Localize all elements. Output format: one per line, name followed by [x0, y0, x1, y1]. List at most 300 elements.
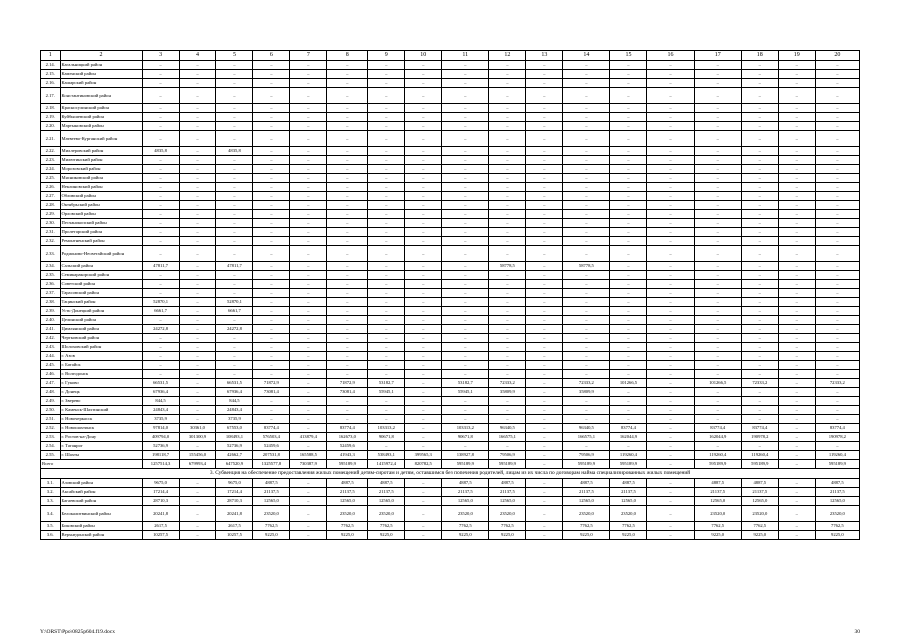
column-number-header: 8 [327, 51, 368, 61]
value-cell: – [778, 70, 815, 79]
value-cell: – [694, 131, 741, 147]
table-row [41, 88, 860, 104]
value-cell: – [442, 131, 489, 147]
value-cell: 17214,4 [142, 488, 179, 497]
value-cell: – [142, 334, 179, 343]
value-cell: – [563, 289, 610, 298]
value-cell: – [563, 370, 610, 379]
value-cell: – [526, 370, 563, 379]
value-cell: – [253, 131, 290, 147]
row-number: 2.19. [41, 113, 61, 122]
value-cell: – [610, 280, 647, 289]
value-cell: – [179, 79, 216, 88]
value-cell: 190978,2 [815, 433, 859, 442]
value-cell: – [405, 246, 442, 262]
column-number-header: 7 [290, 51, 327, 61]
row-name: Неклиновский район [60, 183, 142, 192]
value-cell: – [610, 352, 647, 361]
row-number: 3.5. [41, 522, 61, 531]
column-number-header: 19 [778, 51, 815, 61]
table-row [41, 104, 860, 113]
value-cell: – [253, 113, 290, 122]
value-cell: – [327, 122, 368, 131]
row-name: Октябрьский район [60, 201, 142, 210]
value-cell: – [741, 210, 778, 219]
value-cell: – [405, 271, 442, 280]
row-number: 3.3. [41, 497, 61, 506]
value-cell: – [179, 246, 216, 262]
value-cell: – [405, 219, 442, 228]
value-cell: – [405, 289, 442, 298]
total-value-cell: 595189,9 [741, 460, 778, 469]
value-cell: – [489, 370, 526, 379]
value-cell: – [526, 298, 563, 307]
value-cell: – [327, 352, 368, 361]
value-cell: – [442, 210, 489, 219]
value-cell: – [778, 479, 815, 488]
value-cell: – [647, 165, 694, 174]
value-cell: – [179, 343, 216, 352]
value-cell: 90671,8 [368, 433, 405, 442]
value-cell: – [179, 183, 216, 192]
value-cell: 538493,1 [368, 451, 405, 460]
value-cell: 9225,0 [253, 531, 290, 540]
value-cell: 155456,0 [179, 451, 216, 460]
value-cell: – [405, 280, 442, 289]
value-cell: – [778, 415, 815, 424]
value-cell: – [610, 406, 647, 415]
value-cell: 101266,5 [694, 379, 741, 388]
value-cell: – [405, 522, 442, 531]
value-cell: – [327, 104, 368, 113]
header-row [41, 51, 860, 61]
value-cell: – [489, 307, 526, 316]
value-cell: 66531,5 [142, 379, 179, 388]
value-cell: – [179, 442, 216, 451]
value-cell: – [216, 165, 253, 174]
value-cell: – [526, 415, 563, 424]
value-cell: – [253, 397, 290, 406]
table-row [41, 488, 860, 497]
value-cell: 23520,0 [489, 506, 526, 522]
value-cell: – [253, 415, 290, 424]
table-row [41, 61, 860, 70]
value-cell: – [405, 325, 442, 334]
row-number: 2.46. [41, 370, 61, 379]
value-cell: – [647, 497, 694, 506]
value-cell: 72333,2 [489, 379, 526, 388]
value-cell: – [647, 271, 694, 280]
value-cell: – [489, 156, 526, 165]
table-row [41, 442, 860, 451]
row-number: 2.35. [41, 271, 61, 280]
value-cell: – [815, 79, 859, 88]
value-cell: – [327, 61, 368, 70]
value-cell: – [526, 522, 563, 531]
value-cell: – [368, 361, 405, 370]
value-cell: – [216, 104, 253, 113]
value-cell: – [741, 343, 778, 352]
value-cell: – [610, 397, 647, 406]
value-cell: – [368, 165, 405, 174]
row-number: 2.47. [41, 379, 61, 388]
table-row [41, 406, 860, 415]
value-cell: – [647, 70, 694, 79]
value-cell: – [694, 334, 741, 343]
value-cell: – [815, 61, 859, 70]
value-cell: – [526, 406, 563, 415]
row-number: 2.52. [41, 424, 61, 433]
value-cell: – [179, 361, 216, 370]
value-cell: – [610, 307, 647, 316]
value-cell: – [815, 113, 859, 122]
value-cell: – [610, 174, 647, 183]
row-name: Боковский район [60, 522, 142, 531]
value-cell: – [179, 174, 216, 183]
value-cell: – [563, 219, 610, 228]
row-name: Мясниковский район [60, 174, 142, 183]
total-value-cell: 730387,9 [290, 460, 327, 469]
value-cell: – [179, 219, 216, 228]
row-name: Орловский район [60, 210, 142, 219]
value-cell: 12565,0 [610, 497, 647, 506]
value-cell: – [442, 246, 489, 262]
value-cell: – [489, 289, 526, 298]
table-row [41, 201, 860, 210]
value-cell: – [216, 219, 253, 228]
value-cell: – [610, 361, 647, 370]
value-cell: – [563, 210, 610, 219]
value-cell: 119260,4 [815, 451, 859, 460]
table-row [41, 165, 860, 174]
value-cell: – [179, 415, 216, 424]
value-cell: – [526, 156, 563, 165]
value-cell: – [216, 237, 253, 246]
value-cell: – [610, 228, 647, 237]
value-cell: – [741, 397, 778, 406]
value-cell: 47811,7 [142, 262, 179, 271]
value-cell: 52736,9 [142, 442, 179, 451]
value-cell: 12565,0 [489, 497, 526, 506]
value-cell: – [815, 334, 859, 343]
row-number: 2.43. [41, 343, 61, 352]
value-cell: – [368, 442, 405, 451]
value-cell: – [142, 61, 179, 70]
value-cell: – [179, 316, 216, 325]
value-cell: – [489, 147, 526, 156]
value-cell: – [647, 113, 694, 122]
value-cell: – [694, 122, 741, 131]
value-cell: – [179, 379, 216, 388]
value-cell: – [216, 183, 253, 192]
value-cell: – [442, 442, 489, 451]
value-cell: – [610, 237, 647, 246]
row-number: 2.18. [41, 104, 61, 113]
value-cell: – [563, 307, 610, 316]
table-row [41, 156, 860, 165]
value-cell: – [327, 298, 368, 307]
value-cell: – [526, 334, 563, 343]
value-cell: – [179, 334, 216, 343]
value-cell: – [741, 156, 778, 165]
value-cell: – [405, 352, 442, 361]
value-cell: – [741, 325, 778, 334]
row-number: 2.14. [41, 61, 61, 70]
table-row [41, 370, 860, 379]
value-cell: – [815, 271, 859, 280]
value-cell: – [647, 522, 694, 531]
value-cell: – [405, 397, 442, 406]
value-cell: – [489, 406, 526, 415]
value-cell: 4887,5 [253, 479, 290, 488]
value-cell: – [778, 397, 815, 406]
value-cell: 9225,0 [489, 531, 526, 540]
row-name: Тацинский район [60, 298, 142, 307]
value-cell: – [290, 406, 327, 415]
value-cell: – [526, 343, 563, 352]
value-cell: – [216, 174, 253, 183]
value-cell: – [142, 289, 179, 298]
value-cell: 119260,4 [694, 451, 741, 460]
value-cell: – [405, 316, 442, 325]
value-cell: – [142, 165, 179, 174]
value-cell: – [610, 246, 647, 262]
value-cell: – [563, 415, 610, 424]
value-cell: 23520,0 [741, 506, 778, 522]
value-cell: – [405, 424, 442, 433]
value-cell: – [405, 262, 442, 271]
row-name: Пролетарский район [60, 228, 142, 237]
value-cell: – [489, 113, 526, 122]
value-cell: 67936,4 [216, 388, 253, 397]
value-cell: 24843,4 [216, 406, 253, 415]
value-cell: – [253, 201, 290, 210]
value-cell: – [216, 352, 253, 361]
file-path: Y:\ORST\Ppo\0825p604.f19.docx [40, 629, 115, 635]
value-cell: – [778, 451, 815, 460]
value-cell: 6661,7 [142, 307, 179, 316]
value-cell: – [741, 201, 778, 210]
value-cell: – [647, 343, 694, 352]
value-cell: – [647, 334, 694, 343]
value-cell: – [405, 406, 442, 415]
value-cell: 52459,6 [327, 442, 368, 451]
value-cell: – [610, 88, 647, 104]
value-cell: – [290, 488, 327, 497]
value-cell: 23520,0 [694, 506, 741, 522]
row-number: 2.27. [41, 192, 61, 201]
value-cell: – [815, 280, 859, 289]
value-cell: – [290, 388, 327, 397]
value-cell: 21137,5 [694, 488, 741, 497]
value-cell: 21137,5 [610, 488, 647, 497]
value-cell: – [489, 104, 526, 113]
value-cell: – [405, 165, 442, 174]
value-cell: – [179, 201, 216, 210]
value-cell: – [526, 70, 563, 79]
value-cell: – [815, 370, 859, 379]
budget-table [40, 50, 860, 540]
value-cell: – [327, 280, 368, 289]
row-name: г. Шахты [60, 451, 142, 460]
value-cell: – [405, 88, 442, 104]
value-cell: – [526, 131, 563, 147]
value-cell: – [563, 147, 610, 156]
row-name: г. Батайск [60, 361, 142, 370]
value-cell: – [647, 79, 694, 88]
value-cell: – [694, 237, 741, 246]
value-cell: – [815, 210, 859, 219]
value-cell: 7762,5 [815, 522, 859, 531]
total-value-cell: 595189,9 [815, 460, 859, 469]
value-cell: – [405, 147, 442, 156]
value-cell: – [778, 388, 815, 397]
value-cell: – [563, 406, 610, 415]
value-cell: – [327, 210, 368, 219]
row-name: Цимлянский район [60, 325, 142, 334]
value-cell: 58778,5 [489, 262, 526, 271]
value-cell: – [778, 237, 815, 246]
table-row [41, 479, 860, 488]
value-cell: – [442, 192, 489, 201]
value-cell: – [179, 488, 216, 497]
value-cell: – [368, 316, 405, 325]
value-cell: – [778, 424, 815, 433]
value-cell: – [290, 183, 327, 192]
value-cell: – [368, 210, 405, 219]
value-cell: – [778, 122, 815, 131]
table-row [41, 147, 860, 156]
value-cell: 71872,9 [253, 379, 290, 388]
table-row [41, 298, 860, 307]
value-cell: – [179, 113, 216, 122]
value-cell: – [778, 79, 815, 88]
row-number: 2.22. [41, 147, 61, 156]
column-number-header: 3 [142, 51, 179, 61]
value-cell: – [405, 415, 442, 424]
value-cell: – [179, 70, 216, 79]
value-cell: – [253, 70, 290, 79]
value-cell: – [327, 307, 368, 316]
value-cell: – [815, 307, 859, 316]
row-number: 2.41. [41, 325, 61, 334]
value-cell: – [741, 289, 778, 298]
value-cell: – [489, 237, 526, 246]
value-cell: – [647, 451, 694, 460]
value-cell: 23520,0 [610, 506, 647, 522]
row-number: 2.36. [41, 280, 61, 289]
total-value-cell: – [526, 460, 563, 469]
value-cell: 12565,0 [815, 497, 859, 506]
value-cell: 28710,3 [216, 497, 253, 506]
value-cell: 166575,1 [563, 433, 610, 442]
value-cell: – [368, 289, 405, 298]
value-cell: – [442, 262, 489, 271]
value-cell: – [216, 343, 253, 352]
value-cell: – [741, 442, 778, 451]
value-cell: – [142, 70, 179, 79]
value-cell: – [489, 70, 526, 79]
value-cell: – [526, 352, 563, 361]
value-cell: 79506,9 [563, 451, 610, 460]
value-cell: – [647, 174, 694, 183]
value-cell: – [405, 156, 442, 165]
value-cell: – [142, 131, 179, 147]
value-cell: – [647, 192, 694, 201]
row-name: г. Таганрог [60, 442, 142, 451]
value-cell: – [815, 219, 859, 228]
table-row [41, 192, 860, 201]
value-cell: – [694, 174, 741, 183]
table-row [41, 433, 860, 442]
value-cell: – [647, 531, 694, 540]
value-cell: – [405, 237, 442, 246]
value-cell: – [489, 61, 526, 70]
column-number-header: 9 [368, 51, 405, 61]
value-cell: 4887,5 [815, 479, 859, 488]
value-cell: – [290, 147, 327, 156]
table-row [41, 379, 860, 388]
value-cell: – [405, 307, 442, 316]
value-cell: – [778, 361, 815, 370]
value-cell: – [563, 343, 610, 352]
value-cell: – [563, 131, 610, 147]
value-cell: – [290, 156, 327, 165]
value-cell: 21137,5 [489, 488, 526, 497]
value-cell: – [778, 156, 815, 165]
value-cell: – [778, 325, 815, 334]
value-cell: – [694, 183, 741, 192]
value-cell: – [741, 165, 778, 174]
value-cell: – [142, 228, 179, 237]
value-cell: 4887,5 [610, 479, 647, 488]
value-cell: – [290, 522, 327, 531]
total-value-cell: 595189,9 [563, 460, 610, 469]
value-cell: 3735,9 [142, 415, 179, 424]
value-cell: – [368, 262, 405, 271]
value-cell: – [563, 298, 610, 307]
value-cell: – [368, 79, 405, 88]
value-cell: – [368, 334, 405, 343]
value-cell: – [694, 370, 741, 379]
value-cell: – [405, 192, 442, 201]
value-cell: – [442, 325, 489, 334]
value-cell: – [290, 262, 327, 271]
value-cell: 4887,5 [442, 479, 489, 488]
table-row [41, 531, 860, 540]
value-cell: – [778, 343, 815, 352]
value-cell: – [442, 237, 489, 246]
value-cell: – [442, 165, 489, 174]
value-cell: – [526, 88, 563, 104]
value-cell: – [442, 298, 489, 307]
value-cell: 35809,9 [489, 388, 526, 397]
value-cell: – [647, 479, 694, 488]
value-cell: 9225,0 [610, 531, 647, 540]
row-name: Багаевский район [60, 497, 142, 506]
value-cell: – [405, 531, 442, 540]
value-cell: 67936,4 [142, 388, 179, 397]
value-cell: – [694, 246, 741, 262]
value-cell: – [778, 370, 815, 379]
value-cell: – [610, 210, 647, 219]
row-number: 3.6. [41, 531, 61, 540]
value-cell: – [442, 343, 489, 352]
value-cell: 96340,5 [489, 424, 526, 433]
column-number-header: 12 [489, 51, 526, 61]
row-name: Миллеровский район [60, 147, 142, 156]
value-cell: – [610, 298, 647, 307]
